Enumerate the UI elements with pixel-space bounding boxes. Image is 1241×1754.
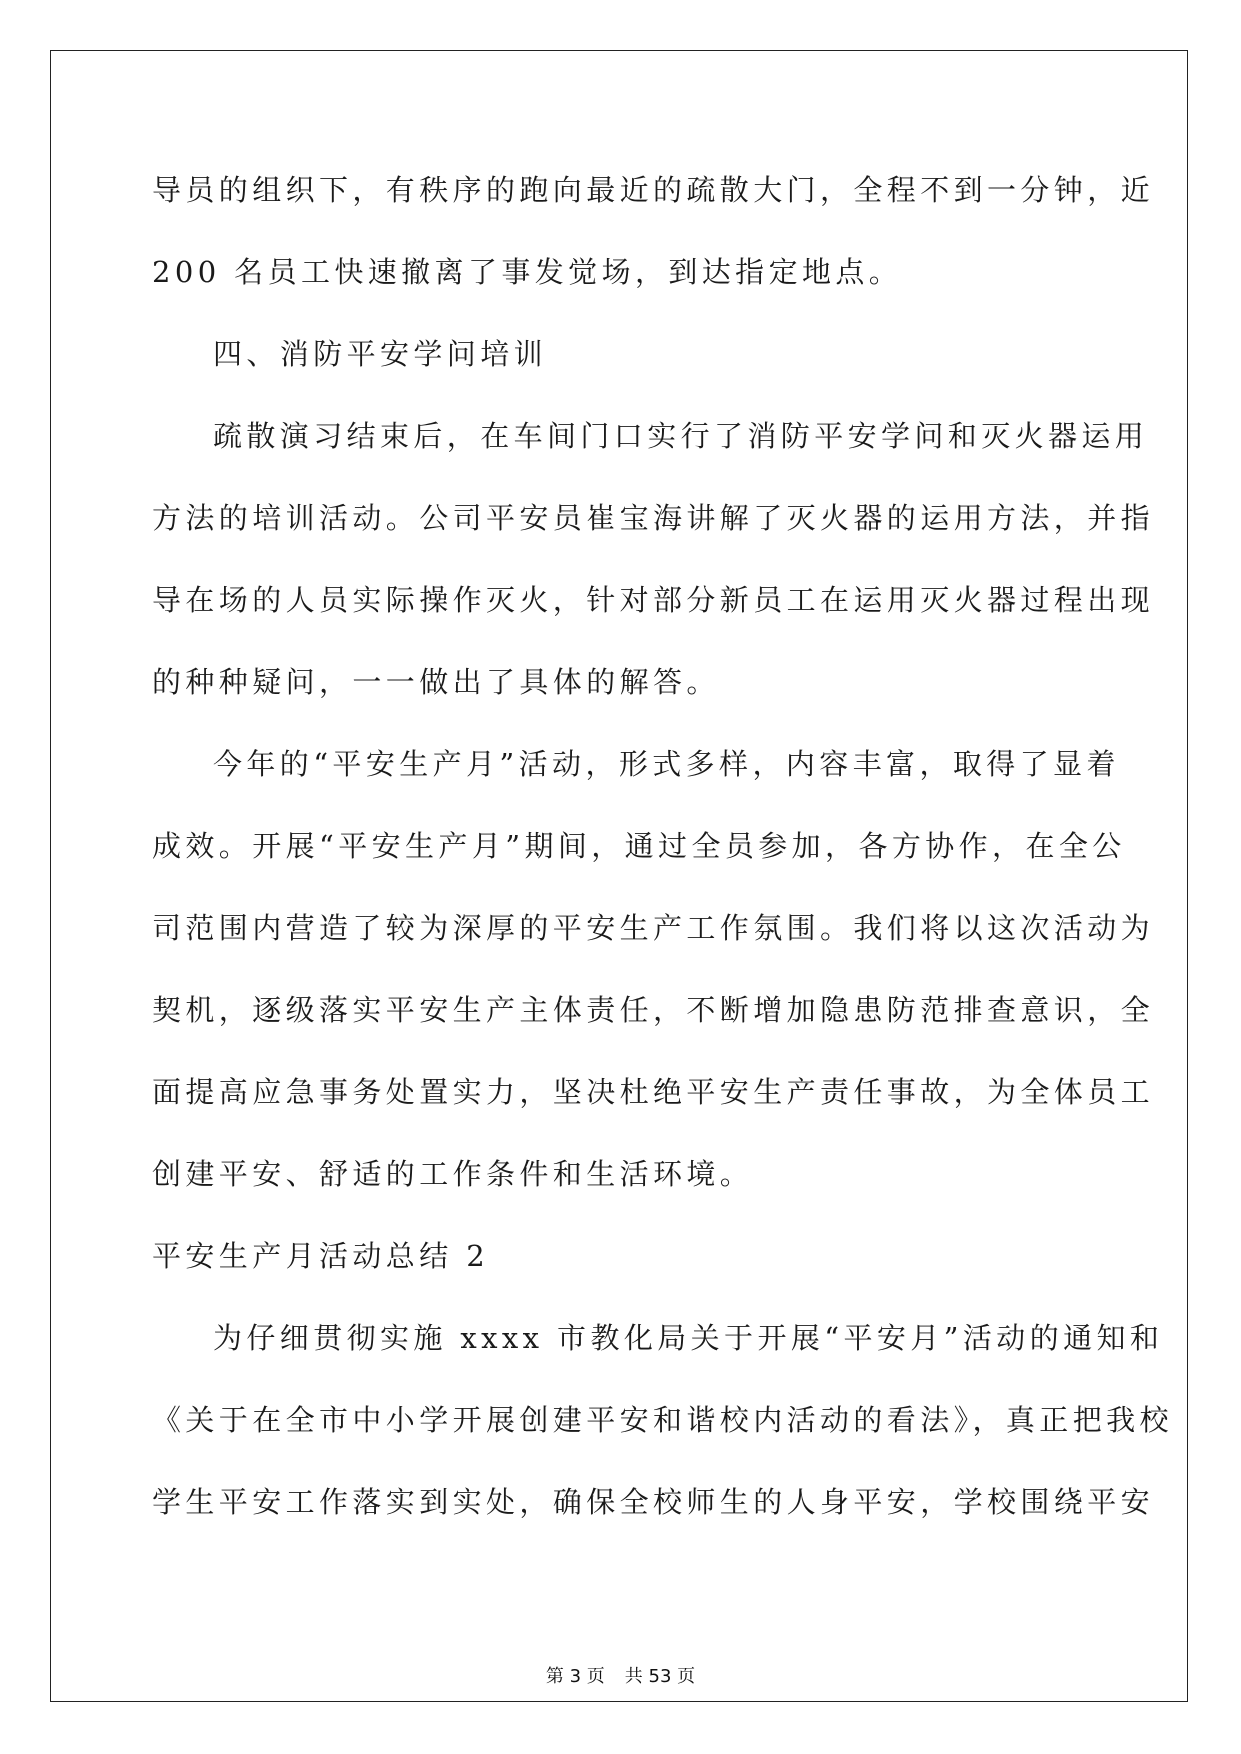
body-line: 200 名员工快速撤离了事发觉场，到达指定地点。 bbox=[152, 255, 903, 289]
body-line: 导员的组织下，有秩序的跑向最近的疏散大门，全程不到一分钟，近 bbox=[152, 173, 1155, 207]
body-line: 成效。开展“平安生产月”期间，通过全员参加，各方协作，在全公 bbox=[152, 829, 1126, 863]
body-line: 的种种疑问，一一做出了具体的解答。 bbox=[152, 665, 720, 699]
body-line: 今年的“平安生产月”活动，形式多样，内容丰富，取得了显着 bbox=[213, 747, 1120, 781]
body-line: 学生平安工作落实到实处，确保全校师生的人身平安，学校围绕平安 bbox=[152, 1485, 1155, 1519]
body-line: 《关于在全市中小学开展创建平安和谐校内活动的看法》，真正把我校 bbox=[152, 1403, 1173, 1437]
body-line: 契机，逐级落实平安生产主体责任，不断增加隐患防范排查意识，全 bbox=[152, 993, 1155, 1027]
page-border bbox=[50, 50, 1188, 1702]
article-title: 平安生产月活动总结 2 bbox=[152, 1239, 490, 1273]
page-number: 第 3 页 bbox=[545, 1666, 605, 1687]
body-line: 疏散演习结束后，在车间门口实行了消防平安学问和灭火器运用 bbox=[213, 419, 1149, 453]
body-line: 面提高应急事务处置实力，坚决杜绝平安生产责任事故，为全体员工 bbox=[152, 1075, 1155, 1109]
section-heading: 四、消防平安学问培训 bbox=[213, 337, 548, 371]
body-line: 导在场的人员实际操作灭火，针对部分新员工在运用灭火器过程出现 bbox=[152, 583, 1155, 617]
page-total: 共 53 页 bbox=[624, 1666, 696, 1687]
body-line: 方法的培训活动。公司平安员崔宝海讲解了灭火器的运用方法，并指 bbox=[152, 501, 1155, 535]
body-line: 司范围内营造了较为深厚的平安生产工作氛围。我们将以这次活动为 bbox=[152, 911, 1155, 945]
body-line: 为仔细贯彻实施 xxxx 市教化局关于开展“平安月”活动的通知和 bbox=[213, 1321, 1164, 1355]
page-footer bbox=[0, 1662, 1241, 1688]
body-line: 创建平安、舒适的工作条件和生活环境。 bbox=[152, 1157, 754, 1191]
